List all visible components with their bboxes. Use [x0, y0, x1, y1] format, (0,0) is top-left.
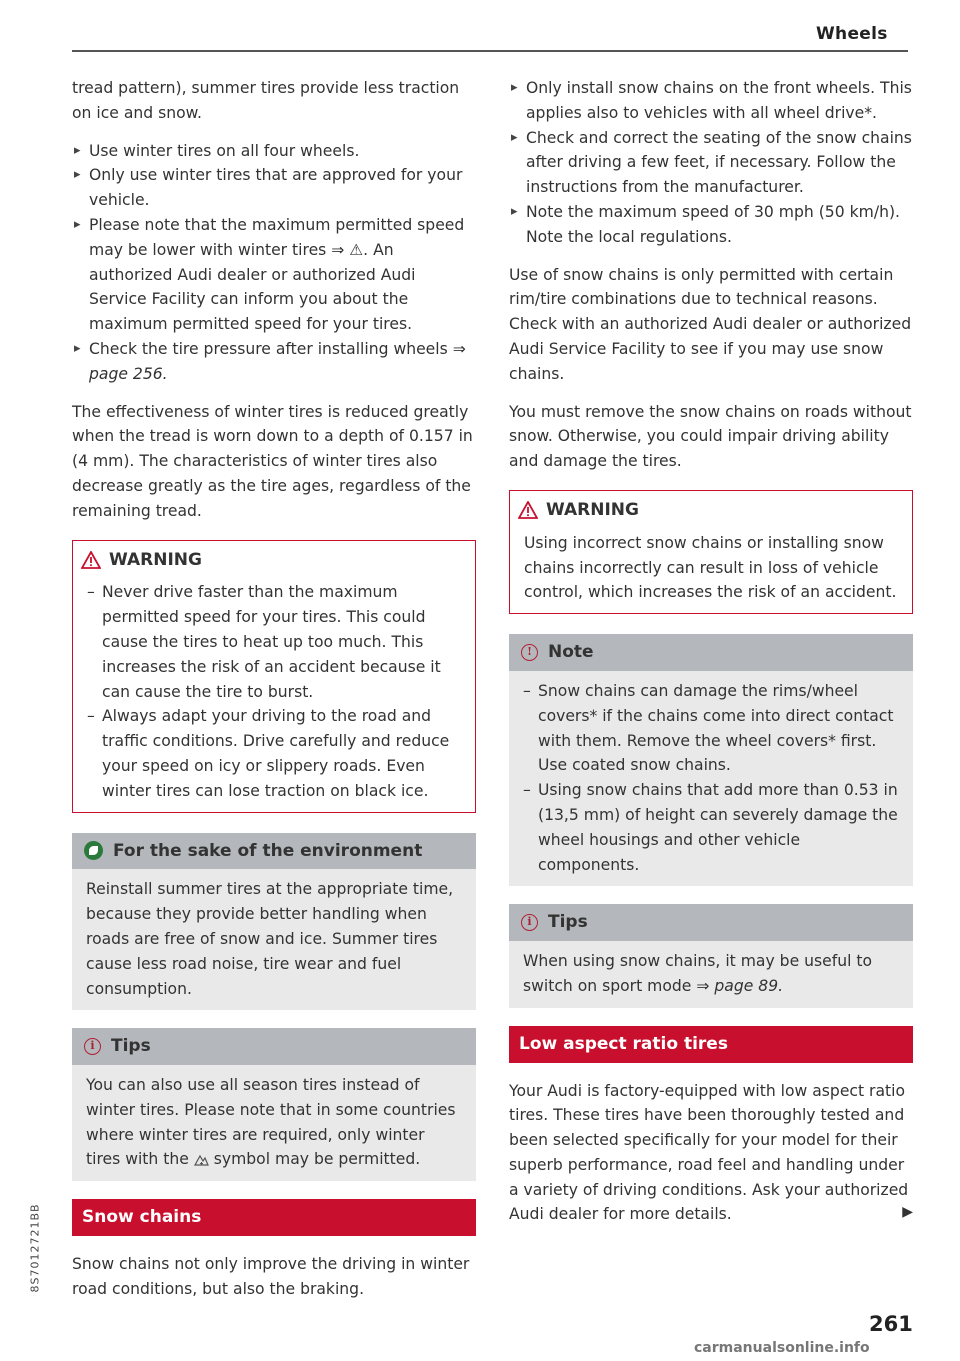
bullet-text: Please note that the maximum permitted speed may be lower with winter tires — [89, 215, 465, 259]
header-title: Wheels — [816, 24, 888, 44]
warning-title: WARNING — [109, 549, 202, 570]
tips-text-part: symbol may be permitted. — [208, 1150, 421, 1169]
warning-triangle-icon — [518, 501, 538, 519]
note-title: Note — [548, 642, 594, 663]
warning-box — [72, 540, 476, 813]
warning-reference-link[interactable]: ⇒ ⚠ — [331, 240, 364, 259]
info-icon: i — [84, 1038, 101, 1055]
warning-box — [509, 490, 913, 614]
warning-list — [87, 580, 461, 803]
right-bullet-list — [509, 76, 913, 250]
page-reference-link[interactable]: ⇒ page 256. — [89, 339, 466, 383]
tips-title: Tips — [548, 912, 588, 933]
watermark: carmanualsonline.info — [694, 1340, 870, 1356]
note-list — [523, 679, 899, 877]
leaf-icon — [84, 841, 103, 860]
warning-triangle-icon — [81, 551, 101, 569]
right-column — [509, 76, 913, 1240]
intro-text: tread pattern), summer tires provide less traction on ice and snow. — [72, 79, 460, 122]
section-heading-low-aspect: Low aspect ratio tires — [509, 1026, 913, 1063]
note-box — [509, 634, 913, 886]
document-code — [22, 1185, 40, 1295]
bullet-item — [72, 213, 476, 337]
body-paragraph: Use of snow chains is only permitted with certain rim/tire combinations due to technical reasons. Check with an authorized Audi dealer or authorized Audi Service Facility to see if you may use snow chains. — [509, 265, 912, 383]
info-icon: i — [521, 914, 538, 931]
bullet-item: ▸ Use winter tires on all four wheels. — [72, 139, 476, 164]
tips-box — [509, 904, 913, 1007]
bullet-text: . An authorized Audi dealer or authorized Audi Service Facility can inform you about the maximum permitted speed for your tires. — [89, 240, 416, 334]
bullet-item: ▸ Note the maximum speed of 30 mph (50 km/h). Note the local regulations. — [509, 200, 913, 250]
tips-box — [72, 1028, 476, 1181]
bullet-item: ▸ Check and correct the seating of the snow chains after driving a few feet, if necessary. Follow the instructions from the manufacturer. — [509, 126, 913, 200]
warning-item: – Always adapt your driving to the road and traffic conditions. Drive carefully and reduce your speed on icy or slippery roads. Even winter tires can lose traction on black ice. — [87, 704, 461, 803]
tips-text-part: When using snow chains, it may be useful to switch on sport mode — [523, 952, 873, 995]
body-paragraph: Snow chains not only improve the driving in winter road conditions, but also the braking. — [72, 1255, 470, 1298]
bullet-item: ▸ Only install snow chains on the front wheels. This applies also to vehicles with all wheel drive*. — [509, 76, 913, 126]
note-item: – Using snow chains that add more than 0.53 in (13,5 mm) of height can severely damage the wheel housings and other vehicle components. — [523, 778, 899, 877]
left-column — [72, 76, 476, 1315]
section-heading-snow-chains: Snow chains — [72, 1199, 476, 1236]
mountain-snowflake-icon — [194, 1152, 209, 1166]
bullet-item: ▸ Only use winter tires that are approved for your vehicle. — [72, 163, 476, 213]
warning-title: WARNING — [546, 499, 639, 520]
bullet-text: Check the tire pressure after installing wheels — [89, 339, 453, 358]
tips-title: Tips — [111, 1036, 151, 1057]
tips-text — [509, 941, 913, 1008]
exclamation-icon: ! — [521, 644, 538, 661]
tips-text — [72, 1065, 476, 1181]
bullet-item — [72, 337, 476, 387]
body-paragraph: The effectiveness of winter tires is reduced greatly when the tread is worn down to a depth of 0.157 in (4 mm). The characteristics of winter tires also decrease greatly as the tire ages, regardless of the remaining tread. — [72, 402, 473, 520]
body-paragraph: You must remove the snow chains on roads without snow. Otherwise, you could impair driving ability and damage the tires. — [509, 402, 912, 471]
environment-box — [72, 833, 476, 1011]
environment-text: Reinstall summer tires at the appropriate time, because they provide better handling when roads are free of snow and ice. Summer tires cause less road noise, tire wear and fuel consumption. — [72, 869, 476, 1010]
left-bullet-list — [72, 139, 476, 387]
warning-item: – Never drive faster than the maximum permitted speed for your tires. This could cause the tires to heat up too much. This increases the risk of an accident because it can cause the tire to burst. — [87, 580, 461, 704]
document-code-text: 8S7012721BB — [28, 1203, 42, 1293]
page-number: 261 — [869, 1312, 913, 1336]
header-rule — [72, 50, 908, 52]
note-item: – Snow chains can damage the rims/wheel covers* if the chains come into direct contact with them. Remove the wheel covers* first. Use coated snow chains. — [523, 679, 899, 778]
continue-arrow-icon: ▶ — [902, 1204, 913, 1221]
body-paragraph: Your Audi is factory-equipped with low aspect ratio tires. These tires have been thoroughly tested and been selected specifically for your model for their superb performance, road feel and handling under a variety of driving conditions. Ask your authorized Audi dealer for more details. — [509, 1081, 909, 1224]
tips-text-part: You can also use all season tires instead of winter tires. Please note that in some countries where winter tires are required, only winter tires with the — [86, 1076, 456, 1169]
warning-text: Using incorrect snow chains or installing snow chains incorrectly can result in loss of vehicle control, which increases the risk of an accident. — [510, 527, 912, 613]
warning-header — [73, 541, 475, 577]
page-reference-link[interactable]: ⇒ page 89. — [696, 976, 784, 995]
environment-title: For the sake of the environment — [113, 840, 423, 861]
